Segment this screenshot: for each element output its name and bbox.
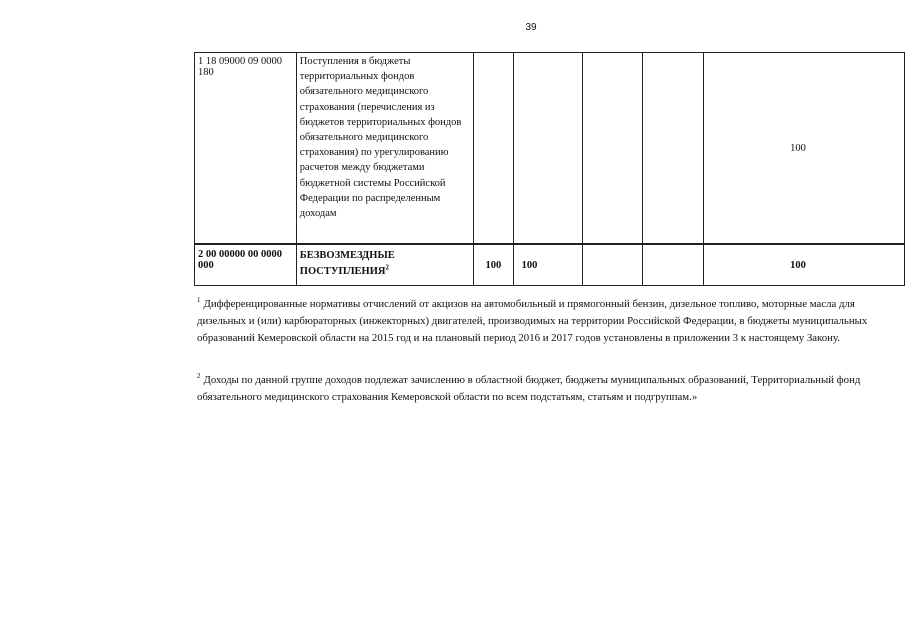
value-cell: 100 <box>474 244 513 286</box>
footnote-1 <box>197 296 877 347</box>
footnote-text: Дифференцированные нормативы отчислений от акцизов на автомобильный и прямогонный бензин, дизельное топливо, моторные масла для дизельных и (или) карбюраторных (инжекторных) двигателей, производимых на территории Российской Федерации, в бюджеты муниципальных образований Кемеровской области на 2015 год и на плановый период 2016 и 2017 годов установлены в приложении 3 к настоящему Закону. <box>197 298 868 344</box>
revenue-code: 1 18 09000 09 0000 180 <box>195 53 297 245</box>
table-row <box>195 53 905 245</box>
value-cell: 100 <box>704 53 905 245</box>
revenue-name <box>296 244 473 286</box>
value-cell <box>643 53 704 245</box>
revenue-table <box>194 52 905 286</box>
footnote-reference: 2 <box>385 263 389 272</box>
revenue-code: 2 00 00000 00 0000 000 <box>195 244 297 286</box>
value-cell: 100 <box>513 244 582 286</box>
footnote-text: Доходы по данной группе доходов подлежат зачислению в областной бюджет, бюджеты муниципальных образований, Территориальный фонд обязательного медицинского страхования Кемеровской области по всем подстатьям, статьям и подгруппам.» <box>197 374 861 403</box>
table-row <box>195 244 905 286</box>
footnote-2 <box>197 372 877 406</box>
value-cell <box>643 244 704 286</box>
footnote-mark: 1 <box>197 296 201 305</box>
value-cell <box>582 244 643 286</box>
value-cell <box>513 53 582 245</box>
footnote-mark: 2 <box>197 372 201 381</box>
revenue-name: Поступления в бюджеты территориальных фондов обязательного медицинского страхования (перечисления из бюджетов территориальных фондов обязательного медицинского страхования) по урегулированию расчетов между бюджетами бюджетной системы Российской Федерации по распределенным доходам <box>296 53 473 245</box>
revenue-name-text: БЕЗВОЗМЕЗДНЫЕ ПОСТУПЛЕНИЯ <box>299 250 395 277</box>
value-cell: 100 <box>704 244 905 286</box>
value-cell <box>474 53 513 245</box>
value-cell <box>582 53 643 245</box>
page-number: 39 <box>525 22 537 33</box>
